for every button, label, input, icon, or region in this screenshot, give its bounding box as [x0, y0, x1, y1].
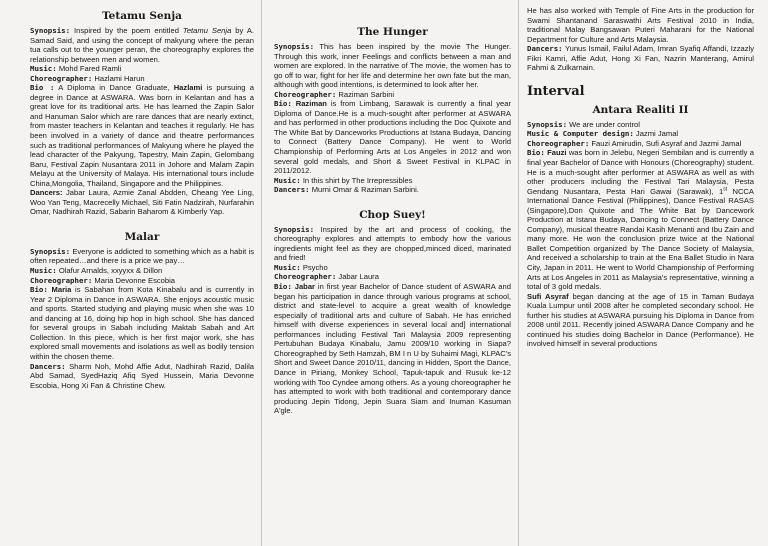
synopsis-label: Synopsis:	[30, 26, 71, 35]
choreographer: Choreographer: Fauzi Amirudin, Sufi Asyraf and Jazmi Jamal	[527, 138, 742, 148]
synopsis-label: Synopsis:	[527, 119, 568, 129]
synopsis: Synopsis: Everyone is addicted to something which as a habit is often repeated…and there is a price we pay…	[30, 246, 254, 266]
music: Music & Computer design: Jazmi Jamal	[527, 129, 679, 139]
section-title: Tetamu Senja	[102, 10, 182, 22]
choreographer-label: Choreographer:	[274, 89, 337, 99]
dancers: Dancers: Sharm Noh, Mohd Affie Adut, Nadhirah Razid, Dalila Abd Samad, SyedHaziq Afiq Syed Hussein, Maria Devonne Escobia, Hong Xi Fan & Christine Chew.	[30, 361, 254, 390]
music: Music: Mohd Fared Ramli	[30, 64, 122, 74]
music-label: Music:	[274, 175, 301, 185]
choreographer: Choreographer: Hazlami Harun	[30, 73, 145, 83]
column-right	[519, 0, 768, 546]
bio-label: Bio:	[30, 285, 48, 295]
choreographer: Choreographer: Jabar Laura	[274, 272, 379, 282]
dancers-label: Dancers:	[274, 185, 310, 195]
bio: Bio: Maria is Sabahan from Kota Kinabalu and is currently in Year 2 Diploma in Dance in ASWARA. She enjoys acoustic music and sports. Started studying and playing music when she was 10 and dancing at 16, doing hip hop in high school. She has danced for several groups in Sabah including Maktab Sabah and Art Collection. In this piece, which is her first major work, she has explored small movements and isolations as well as bodily tension within the chosen theme.	[30, 285, 254, 361]
dancers: Dancers: Murni Omar & Raziman Sarbini.	[274, 185, 419, 195]
column-middle	[262, 0, 519, 546]
bio-sufi: Sufi Asyraf began dancing at the age of 15 in Taman Budaya Kuala Lumpur until 2008 after he completed secondary school. He further his studies at ASWARA pursuing his Diploma in Dance from 2008 until 2011. Recently joined ASWARA Dance Company and he continued his studies doing Bachelor in Dance (Performance). He involved himself in several productions	[527, 291, 754, 349]
synopsis: Synopsis: This has been inspired by the movie The Hunger. Through this work, inner Feelings and conflicts between a man and women are explored. In the narrative of The movie, the women has to go off to war, fight for her life and determine her own fate but the man, although with good intentions, is determined to look after her.	[274, 42, 511, 90]
section-chop-suey	[274, 209, 511, 416]
bio-label: Bio:	[527, 148, 545, 158]
synopsis-label: Synopsis:	[30, 246, 71, 256]
choreographer-label: Choreographer:	[274, 272, 337, 282]
section-title: Chop Suey!	[359, 208, 426, 221]
choreographer-label: Choreographer:	[30, 73, 93, 83]
music-label: Music:	[274, 262, 301, 272]
section-title: The Hunger	[357, 26, 428, 38]
choreographer-label: Choreographer:	[527, 138, 590, 148]
dancers: Dancers: Yunus Ismail, Failul Adam, Imran Syafiq Affandi, Izzazly Fikri Kamri, Affie Adut, Hong Xi Fan, Nazrin Manterang, Amirul Fahmi & Zulkarnain.	[527, 44, 754, 73]
synopsis: Synopsis: Inspired by the poem entitled Tetamu Senja by A. Samad Said, and using the concept of makyung where the peran tua calls out to the younger peran, the choreography explores the relationship between men and women.	[30, 26, 255, 64]
section-malar	[30, 231, 254, 390]
bio-label: Bio:	[274, 99, 292, 109]
synopsis-label: Synopsis:	[274, 224, 315, 234]
music: Music: Olafur Arnalds, xxyyxx & Dillon	[30, 266, 163, 276]
choreographer: Choreographer: Raziman Sarbini	[274, 89, 395, 99]
bio: Bio: Jabar in first year Bachelor of Dance student of ASWARA and began his participation in dance through various programs at school, district and state-level to acquire a great wealth of knowledge especially of traditional arts and culture of Sabah. He has enriched himself with diverse experiences in several local and] international performances including Festival Tari Malaysia 2009 representing Pertubuhan Budaya Kinabalu, Jamu 2009/10 working in Siapa? Choreographed by Seth Hamzah, BM I n U by Suhaimi Magi, KLPAC's Short and Sweet Dance 2010/11, dancing in Hidden, Sport the Dance, Dance in Piriang, Monkey School, Tapuk-tapuk and Rusuk ke-12 working with Too Cyndee among others. As a young choreographer he has attempted to work with both traditional and contemporary dance producing Jepin Tidong, Jepin Suara Siam and Inuman Kasuman A'gle.	[274, 282, 511, 416]
music: Music: Psycho	[274, 262, 328, 272]
dancers-label: Dancers:	[30, 361, 66, 371]
choreographer-label: Choreographer:	[30, 275, 93, 285]
section-antara-realiti	[527, 104, 754, 349]
bio: Bio: Raziman is from Limbang, Sarawak is currently a final year Diploma of Dance.He is a much-sought after performer at ASWARA and has performed in other productions including the Doc Quixote and The White Bat by Danceworks Productions at Istana Budaya, Dancing to Connect (Battery Dance Company). He went to World Championship of Performing Arts at Los Angeles in 2012 and won several gold medals, and Short & Sweet Festival in KLPAC in 2011/2012.	[274, 99, 511, 176]
section-tetamu-senja	[30, 10, 254, 217]
music-label: Music:	[30, 266, 57, 276]
section-the-hunger	[274, 26, 511, 195]
interval-heading: Interval	[527, 83, 585, 99]
music-label: Music & Computer design:	[527, 129, 634, 139]
bio-label: Bio :	[30, 83, 55, 93]
music: Music: In this shirt by The Irrepressibles	[274, 175, 413, 185]
choreographer: Choreographer: Maria Devonne Escobia	[30, 275, 176, 285]
synopsis: Synopsis: Inspired by the art and process of cooking, the choreography explores and attempts to embody how the various ingredients might feel as they are chopped,minced diced, marinated and fried!	[274, 224, 511, 263]
bio: Bio: Fauzi was born in Jelebu, Negeri Sembilan and is currently a final year Bachelor of Dance with Honours (Choreography) student. He is a much-sought after performer at ASWARA as well as with other producers including the Festival Tari Malaysia, Pesta Gendang Nusantara, Pesta Hari Gawai (Sarawak), 1st NCCA International Dance Festival (Philippines), Dance Festival RASAS (Singapore),Don Quixote and The White Bat by Dancework Production at Istana Budaya, Dancing to Connect (Battery Dance Company), musical theatre Randai Kasih Menanti and Ibu Zain and many more. He won the conclusion prize twice at the National Ballet Competition organized by The Dance Society of Malaysia, And received a scholarship to train at the Ena Ballet Studio in Nara City, Japan in 2011. He went to World Championship of Performing Arts at Los Angeles in 2011 as Malaysia's representative, winning a total of 3 gold medals.	[527, 148, 754, 292]
music-label: Music:	[30, 64, 57, 74]
section-title: Malar	[124, 230, 160, 243]
section-chop-suey-continued	[527, 6, 754, 73]
section-title: Antara Realiti II	[592, 103, 689, 116]
synopsis-label: Synopsis:	[274, 42, 315, 51]
dancers-label: Dancers:	[527, 44, 563, 54]
dancers-label: Dancers:	[30, 188, 63, 198]
bio: Bio : A Diploma in Dance Graduate, Hazlami is pursuing a degree in Dance at ASWARA. Was born in Kelantan and has a great love for its traditional arts. He has learned the Zapin Salor and Hanuman Salor which are rare dances that are nearly extinct, from master teachers in Kelantan and teaches it regularly. He has been involved in a variety of dance and theatre performances such as traditional performances of Makyung where he played the lead character of the Pakyung, Tapestry, Main Zapin, Gelombang Baru, Festival Zapin Nusantara 2011 in Johore and Malam Zapin Melayu at the University of Malaya. His international tours include China,Mongolia, Thailand, Singapore and the Philippines.	[30, 83, 255, 188]
synopsis: Synopsis: We are under control	[527, 119, 640, 129]
bio-continued: He has also worked with Temple of Fine Arts in the production for Swami Shantanand Saraswathi Arts Festival 2010 in India, traditional Malay Bangsawan Puteri Maharani for the National Department for Culture and Arts Malaysia.	[527, 6, 754, 44]
column-left	[0, 0, 262, 546]
bio-label: Bio:	[274, 282, 292, 292]
dancers: Dancers: Jabar Laura, Azmie Zanal Abdden, Cheang Yee Ling, Woo Yan Teng, Macrecelly Michael, Siti Fatin Nadzirah, Nurfarahin Omar, Nadhirah Razid, Sabarin Baharom & Kimberly Yap.	[30, 188, 254, 217]
